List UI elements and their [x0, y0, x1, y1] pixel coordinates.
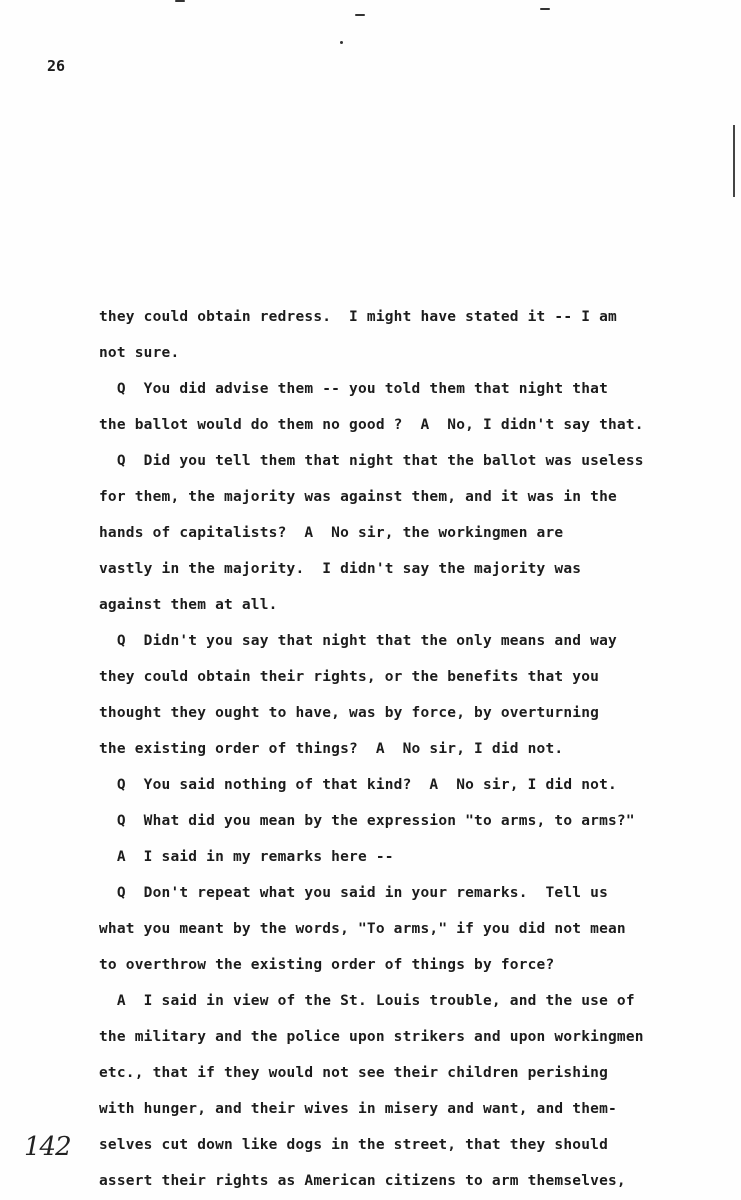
transcript-line: for them, the majority was against them, and it was in the	[99, 489, 617, 505]
transcript-line: Q Didn't you say that night that the only means and way	[99, 633, 617, 649]
transcript-line: etc., that if they would not see their children perishing	[99, 1065, 608, 1081]
transcript-line: to overthrow the existing order of things by force?	[99, 957, 555, 973]
transcript-line: they could obtain their rights, or the benefits that you	[99, 669, 600, 685]
ink-speck	[540, 8, 550, 10]
transcript-line: Q Don't repeat what you said in your remarks. Tell us	[99, 885, 608, 901]
transcript-line: they could obtain redress. I might have stated it -- I am	[99, 309, 617, 325]
transcript-line: vastly in the majority. I didn't say the majority was	[99, 561, 582, 577]
transcript-line: Q You said nothing of that kind? A No sir, I did not.	[99, 777, 617, 793]
margin-edge-mark	[733, 125, 735, 197]
ink-speck	[175, 0, 185, 2]
transcript-line: Q Did you tell them that night that the ballot was useless	[99, 453, 644, 469]
transcript-line: A I said in my remarks here --	[99, 849, 394, 865]
transcript-line: the existing order of things? A No sir, I did not.	[99, 741, 564, 757]
transcript-line: Q What did you mean by the expression "to arms, to arms?"	[99, 813, 635, 829]
transcript-line: A I said in view of the St. Louis trouble, and the use of	[99, 993, 635, 1009]
transcript-line: what you meant by the words, "To arms," if you did not mean	[99, 921, 626, 937]
transcript-line: selves cut down like dogs in the street, that they should	[99, 1137, 608, 1153]
transcript-line: the ballot would do them no good ? A No, I didn't say that.	[99, 417, 644, 433]
transcript-line: thought they ought to have, was by force, by overturning	[99, 705, 600, 721]
page-number: 26	[47, 57, 66, 75]
transcript-line: assert their rights as American citizens to arm themselves,	[99, 1173, 626, 1189]
transcript-line: with hunger, and their wives in misery and want, and them-	[99, 1101, 617, 1117]
transcript-line: hands of capitalists? A No sir, the workingmen are	[99, 525, 564, 541]
transcript-line: not sure.	[99, 345, 180, 361]
transcript-line: the military and the police upon strikers and upon workingmen	[99, 1029, 644, 1045]
transcript-line: Q You did advise them -- you told them that night that	[99, 381, 608, 397]
transcript-line: against them at all.	[99, 597, 278, 613]
handwritten-margin-note: 142	[24, 1132, 71, 1162]
ink-speck	[355, 14, 365, 16]
ink-speck	[340, 41, 343, 44]
